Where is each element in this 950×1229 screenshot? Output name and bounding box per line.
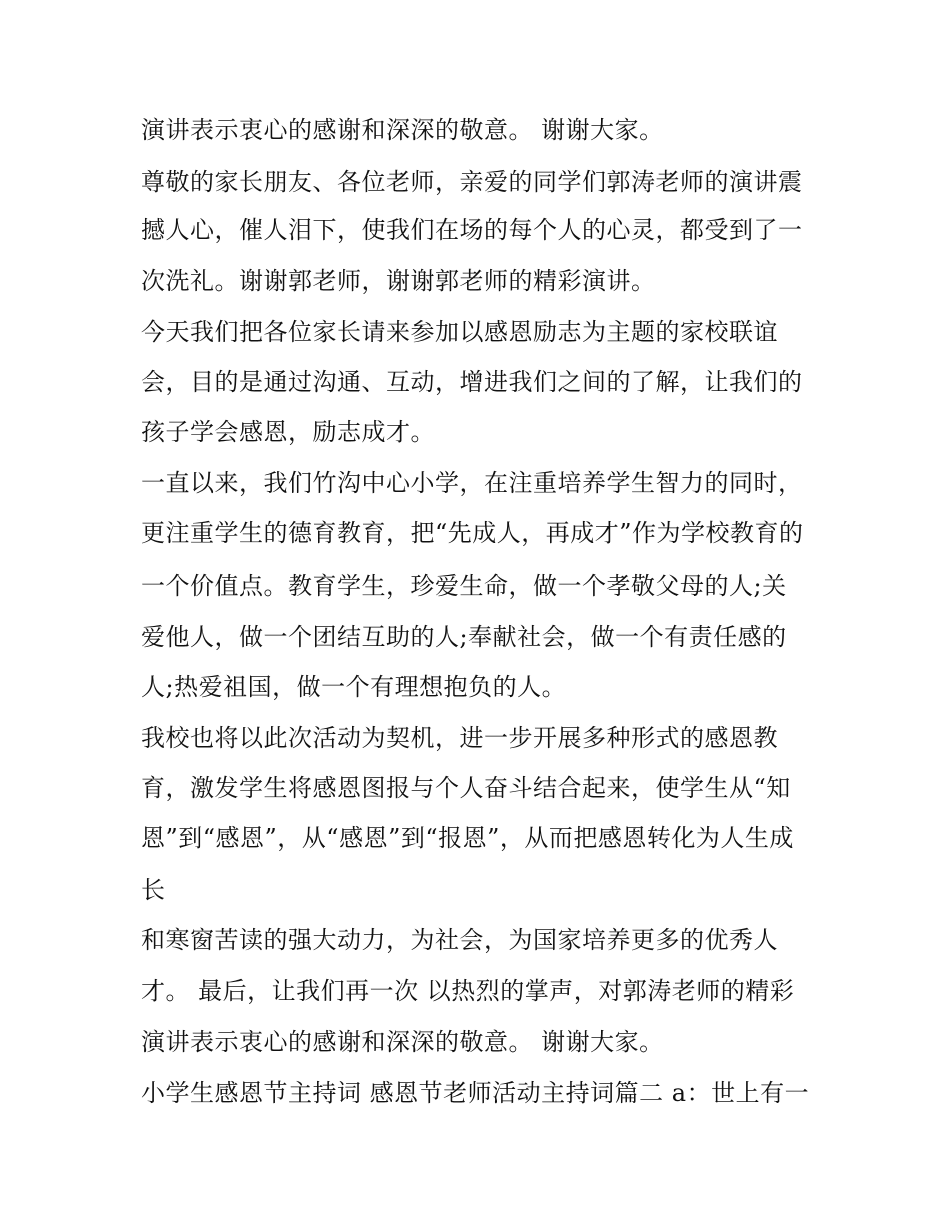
- text-line: 育，激发学生将感恩图报与个人奋斗结合起来，使学生从“知: [141, 774, 791, 802]
- text-line: 爱他人，做一个团结互助的人;奉献社会，做一个有责任感的: [141, 623, 787, 651]
- text-line: 更注重学生的德育教育，把“先成人，再成才”作为学校教育的: [141, 519, 804, 547]
- text-line: 演讲表示衷心的感谢和深深的敬意。 谢谢大家。: [141, 116, 664, 144]
- text-line: 长: [141, 876, 166, 904]
- text-line: 孩子学会感恩，励志成才。: [141, 418, 435, 446]
- text-line: 人;热爱祖国，做一个有理想抱负的人。: [141, 673, 567, 701]
- text-line: 小学生感恩节主持词 感恩节老师活动主持词篇二 a：世上有一: [141, 1079, 810, 1107]
- text-line: 和寒窗苦读的强大动力，为社会，为国家培养更多的优秀人: [141, 926, 778, 954]
- text-line: 会，目的是通过沟通、互动，增进我们之间的了解，让我们的: [141, 368, 803, 396]
- text-line: 次洗礼。谢谢郭老师，谢谢郭老师的精彩演讲。: [141, 267, 656, 295]
- text-line: 演讲表示衷心的感谢和深深的敬意。 谢谢大家。: [141, 1028, 664, 1056]
- text-line: 尊敬的家长朋友、各位老师，亲爱的同学们郭涛老师的演讲震: [141, 168, 803, 196]
- text-line: 恩”到“感恩”，从“感恩”到“报恩”，从而把感恩转化为人生成: [141, 824, 794, 852]
- text-line: 一直以来，我们竹沟中心小学，在注重培养学生智力的同时，: [141, 469, 803, 497]
- text-line: 撼人心，催人泪下，使我们在场的每个人的心灵，都受到了一: [141, 216, 803, 244]
- text-line: 一个价值点。教育学生，珍爱生命，做一个孝敬父母的人;关: [141, 572, 787, 600]
- text-line: 我校也将以此次活动为契机，进一步开展多种形式的感恩教: [141, 724, 778, 752]
- text-line: 才。 最后，让我们再一次 以热烈的掌声，对郭涛老师的精彩: [141, 977, 795, 1005]
- text-line: 今天我们把各位家长请来参加以感恩励志为主题的家校联谊: [141, 318, 778, 346]
